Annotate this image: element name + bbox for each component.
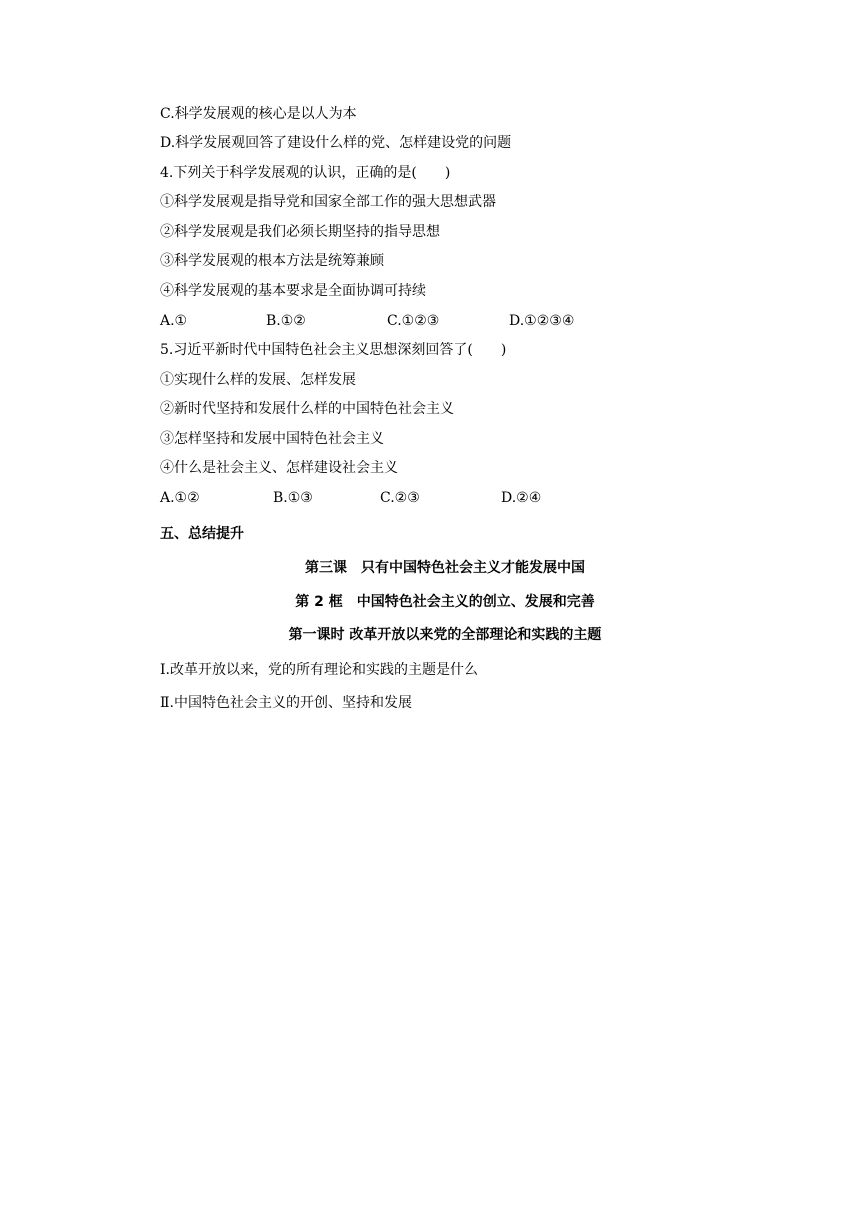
section-heading: 五、总结提升 bbox=[160, 526, 244, 542]
q5-option-d: D.②④ bbox=[501, 490, 542, 506]
q3-option-c: C.科学发展观的核心是以人为本 bbox=[160, 106, 357, 122]
q4-option-b: B.①② bbox=[266, 313, 306, 329]
outline-item-2: Ⅱ.中国特色社会主义的开创、坚持和发展 bbox=[160, 695, 412, 711]
q5-options bbox=[160, 489, 760, 507]
q5-option-a: A.①② bbox=[160, 490, 200, 506]
outline-item-1: Ⅰ.改革开放以来，党的所有理论和实践的主题是什么 bbox=[160, 662, 478, 678]
q5-option-b: B.①③ bbox=[273, 490, 313, 506]
frame-title: 第 2 框 中国特色社会主义的创立、发展和完善 bbox=[295, 594, 595, 610]
q5-item-4: ④什么是社会主义、怎样建设社会主义 bbox=[160, 460, 398, 476]
q5-option-c: C.②③ bbox=[380, 490, 420, 506]
q5-item-2: ②新时代坚持和发展什么样的中国特色社会主义 bbox=[160, 401, 454, 417]
q4-option-a: A.① bbox=[160, 313, 188, 329]
q3-option-d: D.科学发展观回答了建设什么样的党、怎样建设党的问题 bbox=[160, 135, 512, 151]
q4-item-4: ④科学发展观的基本要求是全面协调可持续 bbox=[160, 283, 426, 299]
q5-item-1: ①实现什么样的发展、怎样发展 bbox=[160, 372, 356, 388]
q4-option-d: D.①②③④ bbox=[509, 313, 575, 329]
lesson-title: 第三课 只有中国特色社会主义才能发展中国 bbox=[305, 560, 585, 576]
period-title: 第一课时 改革开放以来党的全部理论和实践的主题 bbox=[288, 627, 602, 643]
q4-stem: 4.下列关于科学发展观的认识，正确的是( ) bbox=[160, 165, 451, 181]
q4-option-c: C.①②③ bbox=[387, 313, 440, 329]
q5-stem: 5.习近平新时代中国特色社会主义思想深刻回答了( ) bbox=[160, 342, 507, 358]
q4-item-2: ②科学发展观是我们必须长期坚持的指导思想 bbox=[160, 224, 440, 240]
q4-item-3: ③科学发展观的根本方法是统筹兼顾 bbox=[160, 253, 384, 269]
q5-item-3: ③怎样坚持和发展中国特色社会主义 bbox=[160, 431, 384, 447]
q4-item-1: ①科学发展观是指导党和国家全部工作的强大思想武器 bbox=[160, 194, 496, 210]
q4-options bbox=[160, 312, 760, 330]
